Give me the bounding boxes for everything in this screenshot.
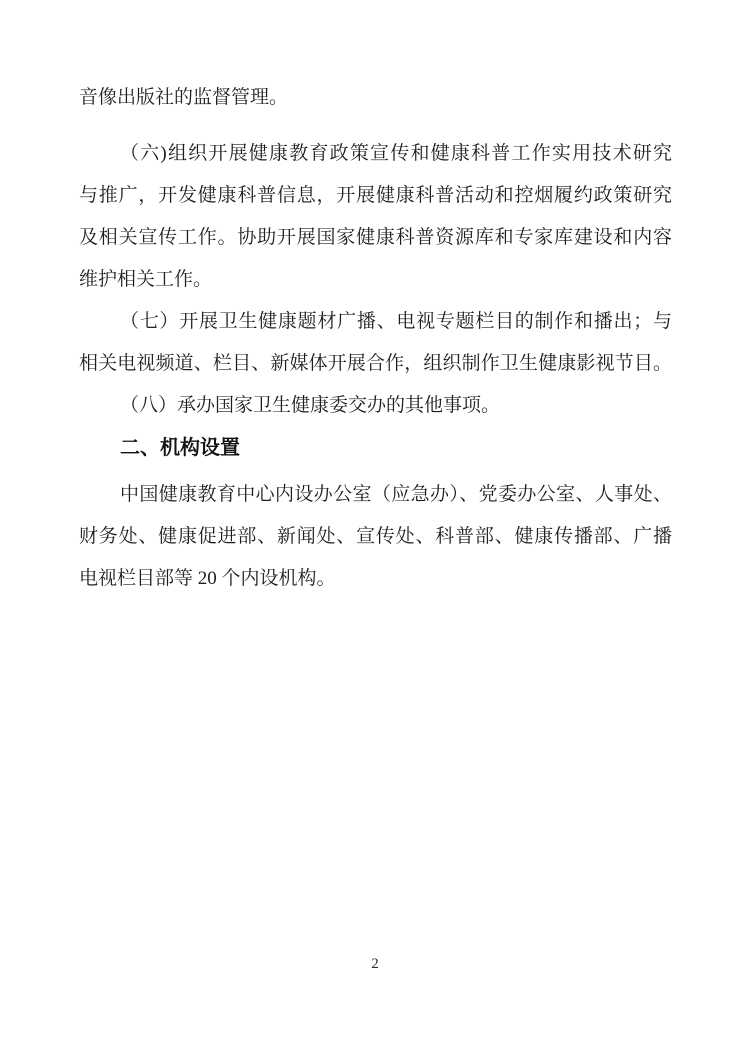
paragraph-item-8 xyxy=(79,385,672,427)
text-line: 相关电视频道、栏目、新媒体开展合作，组织制作卫生健康影视节目。 xyxy=(79,353,672,374)
text-line: 音像出版社的监督管理。 xyxy=(79,87,289,108)
text-line: 电视栏目部等 20 个内设机构。 xyxy=(79,568,336,589)
section-heading: 二、机构设置 xyxy=(120,437,240,459)
text-line: 及相关宣传工作。协助开展国家健康科普资源库和专家库建设和内容 xyxy=(79,227,672,248)
paragraph-item-7 xyxy=(79,301,672,385)
text-line: 中国健康教育中心内设办公室（应急办）、党委办公室、人事处、 xyxy=(120,484,672,505)
text-line: 财务处、健康促进部、新闻处、宣传处、科普部、健康传播部、广播 xyxy=(79,526,672,547)
paragraph-item-6 xyxy=(79,133,672,301)
page-number: 2 xyxy=(371,956,379,972)
document-body xyxy=(79,77,672,600)
paragraph-continuation xyxy=(79,77,672,119)
text-line: （八）承办国家卫生健康委交办的其他事项。 xyxy=(120,395,501,416)
text-line: 与推广，开发健康科普信息，开展健康科普活动和控烟履约政策研究 xyxy=(79,185,672,206)
text-line: （六)组织开展健康教育政策宣传和健康科普工作实用技术研究 xyxy=(120,143,672,164)
text-line: 维护相关工作。 xyxy=(79,269,213,290)
text-line: （七）开展卫生健康题材广播、电视专题栏目的制作和播出；与 xyxy=(120,311,672,332)
paragraph-organizations xyxy=(79,474,672,600)
